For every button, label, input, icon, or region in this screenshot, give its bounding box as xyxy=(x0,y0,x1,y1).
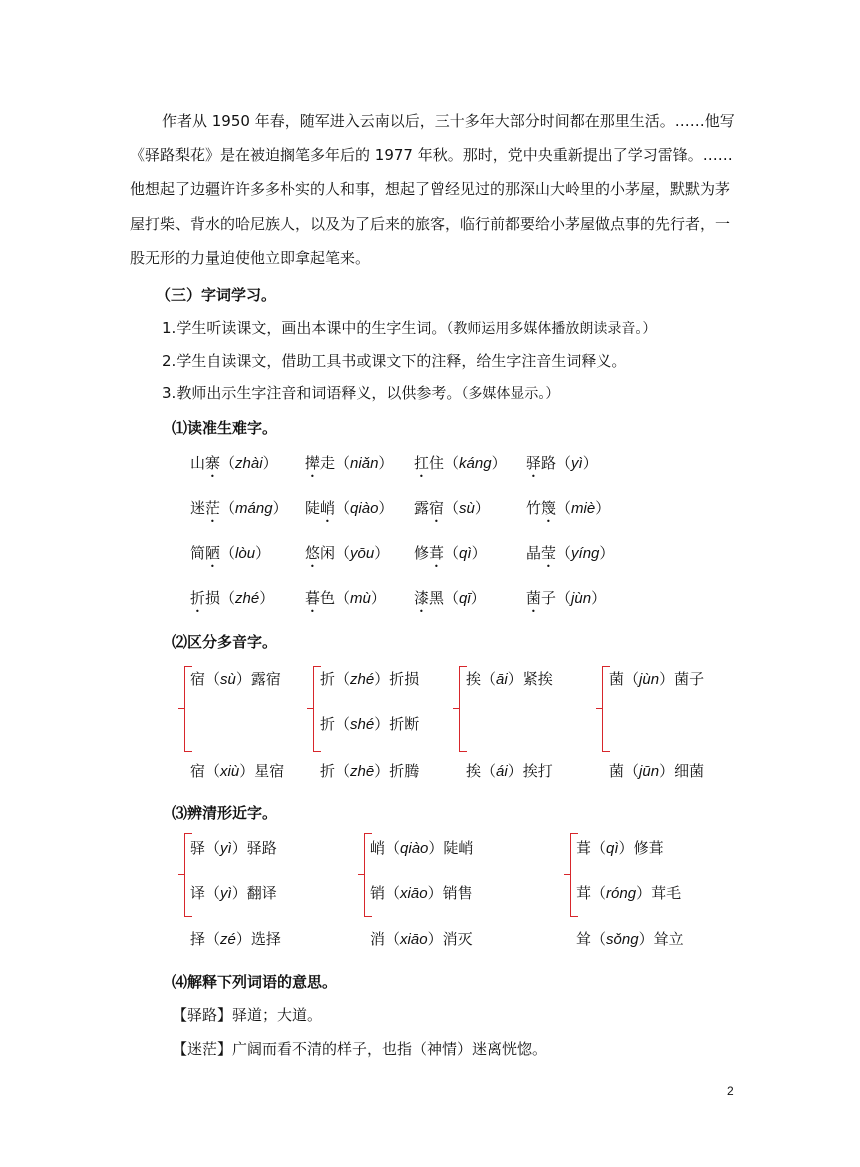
paren: （ xyxy=(205,884,221,902)
pinyin: jùn xyxy=(571,590,592,607)
pinyin: xiù xyxy=(220,763,240,780)
vocab-target-char: 莹 xyxy=(541,544,557,562)
pinyin: qì xyxy=(606,840,619,857)
paren: ） xyxy=(374,715,390,733)
intro-line-3: 他想起了边疆许许多多朴实的人和事，想起了曾经见过的那深山大岭里的小茅屋，默默为茅 xyxy=(130,180,731,198)
entry-char: 折 xyxy=(320,670,336,688)
vocab-char: 黑 xyxy=(429,589,445,607)
paren: （ xyxy=(591,839,607,857)
entry-char: 销 xyxy=(370,884,386,902)
entry-char: 茸 xyxy=(576,884,592,902)
paren: ） xyxy=(595,499,611,517)
entry-word: 星宿 xyxy=(254,762,285,780)
pinyin: róng xyxy=(606,885,637,902)
char-entry xyxy=(370,838,473,859)
pinyin: zhē xyxy=(350,763,375,780)
pinyin: yíng xyxy=(571,545,600,562)
paren: ） xyxy=(259,589,275,607)
pinyin: yōu xyxy=(350,545,375,562)
char-entry xyxy=(370,883,473,904)
paren: （ xyxy=(335,454,351,472)
vocab-target-char: 茫 xyxy=(205,499,221,517)
paren: （ xyxy=(220,499,236,517)
vocab-target-char: 篾 xyxy=(541,499,557,517)
paren: （ xyxy=(624,762,640,780)
pinyin: káng xyxy=(459,455,492,472)
paren: （ xyxy=(205,839,221,857)
paren: ） xyxy=(255,544,271,562)
entry-word: 细菌 xyxy=(674,762,705,780)
paren: ） xyxy=(474,499,490,517)
vocab-target-char: 折 xyxy=(190,589,206,607)
definition-term: 【迷茫】 xyxy=(172,1040,233,1058)
paren: （ xyxy=(335,762,351,780)
entry-char: 择 xyxy=(190,930,206,948)
vocab-target-char: 撵 xyxy=(305,454,321,472)
definition-term: 【驿路】 xyxy=(172,1006,233,1024)
paren: ） xyxy=(491,454,507,472)
step-2 xyxy=(162,351,626,371)
vocab-item xyxy=(305,543,389,571)
paren: ） xyxy=(378,499,394,517)
page-number: 2 xyxy=(727,1084,734,1098)
paren: ） xyxy=(374,670,390,688)
entry-word: 驿路 xyxy=(246,839,277,857)
intro-line-1: 作者从 1950 年春，随军进入云南以后，三十多年大部分时间都在那里生活。……他写 xyxy=(162,112,735,130)
vocab-char: 竹 xyxy=(526,499,542,517)
char-entry xyxy=(466,669,553,690)
char-entry xyxy=(576,883,681,904)
entry-char: 耸 xyxy=(576,930,592,948)
paren: （ xyxy=(556,499,572,517)
entry-word: 陡峭 xyxy=(443,839,474,857)
pinyin: xiāo xyxy=(400,931,428,948)
paren: （ xyxy=(444,499,460,517)
entry-word: 折断 xyxy=(389,715,420,733)
char-entry xyxy=(576,929,684,950)
entry-char: 折 xyxy=(320,715,336,733)
vocab-char: 损 xyxy=(205,589,221,607)
brace-tick xyxy=(596,708,602,709)
brace-tick xyxy=(307,708,313,709)
paren: ） xyxy=(618,839,634,857)
pinyin: qiào xyxy=(400,840,429,857)
step-1 xyxy=(162,318,656,339)
vocab-target-char: 驿 xyxy=(526,454,542,472)
paren: （ xyxy=(481,762,497,780)
char-entry xyxy=(190,883,277,904)
entry-word: 紧挨 xyxy=(522,670,553,688)
pinyin: yì xyxy=(220,840,232,857)
paren: （ xyxy=(444,544,460,562)
paren: ） xyxy=(507,762,523,780)
paren: （ xyxy=(335,589,351,607)
step-number: 1. xyxy=(162,319,177,337)
vocab-item xyxy=(190,498,288,526)
paren: ） xyxy=(636,884,652,902)
paren: （ xyxy=(444,454,460,472)
paren: （ xyxy=(385,884,401,902)
step-text: 教师出示生字注音和词语释义，以供参考。 xyxy=(176,384,462,402)
step-note: （多媒体显示。） xyxy=(461,386,560,402)
paren: （ xyxy=(556,589,572,607)
vocab-char: 露 xyxy=(414,499,430,517)
char-entry xyxy=(190,929,281,950)
entry-char: 宿 xyxy=(190,670,206,688)
pinyin: zhé xyxy=(235,590,260,607)
vocab-char: 迷 xyxy=(190,499,206,517)
vocab-char: 子 xyxy=(541,589,557,607)
vocab-target-char: 悠 xyxy=(305,544,321,562)
entry-word: 修葺 xyxy=(633,839,664,857)
paren: ） xyxy=(599,544,615,562)
vocab-item xyxy=(190,543,270,571)
entry-word: 折损 xyxy=(389,670,420,688)
paren: （ xyxy=(481,670,497,688)
pinyin: qiào xyxy=(350,500,379,517)
step-text: 学生自读课文，借助工具书或课文下的注释，给生字注音生词释义。 xyxy=(176,352,627,370)
pinyin: mù xyxy=(350,590,371,607)
intro-line-5: 股无形的力量迫使他立即拿起笔来。 xyxy=(130,249,371,267)
section-heading: （三）字词学习。 xyxy=(156,286,277,304)
paren: ） xyxy=(272,499,288,517)
vocab-item xyxy=(305,588,386,616)
vocab-char: 陡 xyxy=(305,499,321,517)
definition-text: 驿道；大道。 xyxy=(232,1006,323,1024)
paren: ） xyxy=(427,884,443,902)
vocab-target-char: 寨 xyxy=(205,454,221,472)
paren: ） xyxy=(582,454,598,472)
paren: （ xyxy=(205,930,221,948)
paren: （ xyxy=(385,839,401,857)
paren: ） xyxy=(370,589,386,607)
vocab-item xyxy=(414,453,507,481)
paren: （ xyxy=(220,454,236,472)
paren: （ xyxy=(556,544,572,562)
pinyin: niǎn xyxy=(350,455,379,472)
entry-word: 耸立 xyxy=(653,930,684,948)
definition-entry xyxy=(172,1005,322,1025)
part2-title: ⑵区分多音字。 xyxy=(172,633,278,651)
entry-word: 菌子 xyxy=(674,670,705,688)
definition-text: 广阔而看不清的样子，也指（神情）迷离恍惚。 xyxy=(232,1040,548,1058)
paren: ） xyxy=(231,839,247,857)
part4-title: ⑷解释下列词语的意思。 xyxy=(172,973,338,991)
pinyin: xiāo xyxy=(400,885,428,902)
vocab-char: 闲 xyxy=(320,544,336,562)
paren: ） xyxy=(235,670,251,688)
entry-char: 挨 xyxy=(466,762,482,780)
paren: ） xyxy=(262,454,278,472)
entry-word: 翻译 xyxy=(246,884,277,902)
paren: （ xyxy=(335,670,351,688)
paren: ） xyxy=(427,930,443,948)
vocab-item xyxy=(526,588,606,616)
paren: ） xyxy=(470,589,486,607)
paren: ） xyxy=(591,589,607,607)
entry-char: 宿 xyxy=(190,762,206,780)
entry-char: 峭 xyxy=(370,839,386,857)
brace-tick xyxy=(564,874,570,875)
paren: （ xyxy=(556,454,572,472)
vocab-item xyxy=(526,453,598,481)
pinyin: sù xyxy=(220,671,236,688)
pinyin: jūn xyxy=(639,763,660,780)
pinyin: lòu xyxy=(235,545,256,562)
pinyin: zé xyxy=(220,931,236,948)
paren: ） xyxy=(428,839,444,857)
paren: ） xyxy=(374,544,390,562)
pinyin: qì xyxy=(459,545,472,562)
pinyin: yì xyxy=(571,455,583,472)
vocab-char: 住 xyxy=(429,454,445,472)
entry-char: 菌 xyxy=(609,762,625,780)
paren: （ xyxy=(220,589,236,607)
vocab-item xyxy=(190,453,278,481)
paren: （ xyxy=(335,499,351,517)
paren: （ xyxy=(205,670,221,688)
entry-char: 折 xyxy=(320,762,336,780)
vocab-char: 简 xyxy=(190,544,206,562)
char-entry xyxy=(190,838,277,859)
vocab-char: 晶 xyxy=(526,544,542,562)
vocab-item xyxy=(414,588,486,616)
char-entry xyxy=(320,714,419,735)
pinyin: sù xyxy=(459,500,475,517)
vocab-target-char: 葺 xyxy=(429,544,445,562)
pinyin: sǒng xyxy=(606,931,639,948)
brace-tick xyxy=(453,708,459,709)
paren: ） xyxy=(659,762,675,780)
paren: （ xyxy=(591,930,607,948)
part3-title: ⑶辨清形近字。 xyxy=(172,804,278,822)
paren: （ xyxy=(385,930,401,948)
entry-word: 露宿 xyxy=(250,670,281,688)
vocab-item xyxy=(526,498,610,526)
char-entry xyxy=(609,669,704,690)
vocab-target-char: 陋 xyxy=(205,544,221,562)
step-number: 3. xyxy=(162,384,177,402)
vocab-item xyxy=(305,498,393,526)
vocab-char: 走 xyxy=(320,454,336,472)
entry-char: 驿 xyxy=(190,839,206,857)
vocab-target-char: 漆 xyxy=(414,589,430,607)
pinyin: máng xyxy=(235,500,273,517)
pinyin: jùn xyxy=(639,671,660,688)
step-number: 2. xyxy=(162,352,177,370)
paren: （ xyxy=(624,670,640,688)
paren: ） xyxy=(507,670,523,688)
vocab-item xyxy=(526,543,614,571)
paren: （ xyxy=(444,589,460,607)
vocab-item xyxy=(414,498,490,526)
vocab-target-char: 峭 xyxy=(320,499,336,517)
pinyin: miè xyxy=(571,500,596,517)
vocab-item xyxy=(305,453,393,481)
entry-char: 译 xyxy=(190,884,206,902)
pinyin: āi xyxy=(496,671,508,688)
paren: （ xyxy=(220,544,236,562)
paren: （ xyxy=(205,762,221,780)
paren: ） xyxy=(659,670,675,688)
step-3 xyxy=(162,383,559,404)
paren: ） xyxy=(471,544,487,562)
definition-entry xyxy=(172,1039,547,1059)
paren: ） xyxy=(374,762,390,780)
char-entry xyxy=(320,669,419,690)
pinyin: yì xyxy=(220,885,232,902)
pinyin: zhé xyxy=(350,671,375,688)
vocab-target-char: 扛 xyxy=(414,454,430,472)
brace-tick xyxy=(178,874,184,875)
entry-char: 菌 xyxy=(609,670,625,688)
pinyin: zhài xyxy=(235,455,263,472)
vocab-target-char: 暮 xyxy=(305,589,321,607)
intro-line-4: 屋打柴、背水的哈尼族人，以及为了后来的旅客，临行前都要给小茅屋做点事的先行者，一 xyxy=(130,215,731,233)
pinyin: ái xyxy=(496,763,508,780)
char-entry xyxy=(576,838,664,859)
entry-word: 消灭 xyxy=(442,930,473,948)
char-entry xyxy=(609,761,704,782)
paren: （ xyxy=(335,715,351,733)
entry-word: 折腾 xyxy=(389,762,420,780)
step-text: 学生听读课文，画出本课中的生字生词。 xyxy=(176,319,447,337)
entry-char: 挨 xyxy=(466,670,482,688)
paren: ） xyxy=(235,930,251,948)
brace-tick xyxy=(178,708,184,709)
char-entry xyxy=(320,761,419,782)
char-entry xyxy=(190,761,284,782)
vocab-target-char: 菌 xyxy=(526,589,542,607)
vocab-char: 路 xyxy=(541,454,557,472)
paren: （ xyxy=(335,544,351,562)
vocab-char: 修 xyxy=(414,544,430,562)
brace-tick xyxy=(358,874,364,875)
char-entry xyxy=(370,929,473,950)
pinyin: shé xyxy=(350,716,375,733)
vocab-char: 山 xyxy=(190,454,206,472)
entry-word: 挨打 xyxy=(522,762,553,780)
paren: ） xyxy=(231,884,247,902)
entry-char: 消 xyxy=(370,930,386,948)
vocab-target-char: 宿 xyxy=(429,499,445,517)
vocab-item xyxy=(190,588,274,616)
vocab-item xyxy=(414,543,487,571)
paren: ） xyxy=(239,762,255,780)
part1-title: ⑴读准生难字。 xyxy=(172,419,278,437)
char-entry xyxy=(466,761,553,782)
paren: ） xyxy=(638,930,654,948)
step-note: （教师运用多媒体播放朗读录音。） xyxy=(446,321,657,337)
paren: （ xyxy=(591,884,607,902)
entry-word: 选择 xyxy=(250,930,281,948)
entry-word: 销售 xyxy=(442,884,473,902)
paren: ） xyxy=(378,454,394,472)
char-entry xyxy=(190,669,281,690)
entry-char: 葺 xyxy=(576,839,592,857)
entry-word: 茸毛 xyxy=(651,884,682,902)
pinyin: qī xyxy=(459,590,471,607)
vocab-char: 色 xyxy=(320,589,336,607)
intro-line-2: 《驿路梨花》是在被迫搁笔多年后的 1977 年秋。那时，党中央重新提出了学习雷锋。…… xyxy=(130,146,733,164)
